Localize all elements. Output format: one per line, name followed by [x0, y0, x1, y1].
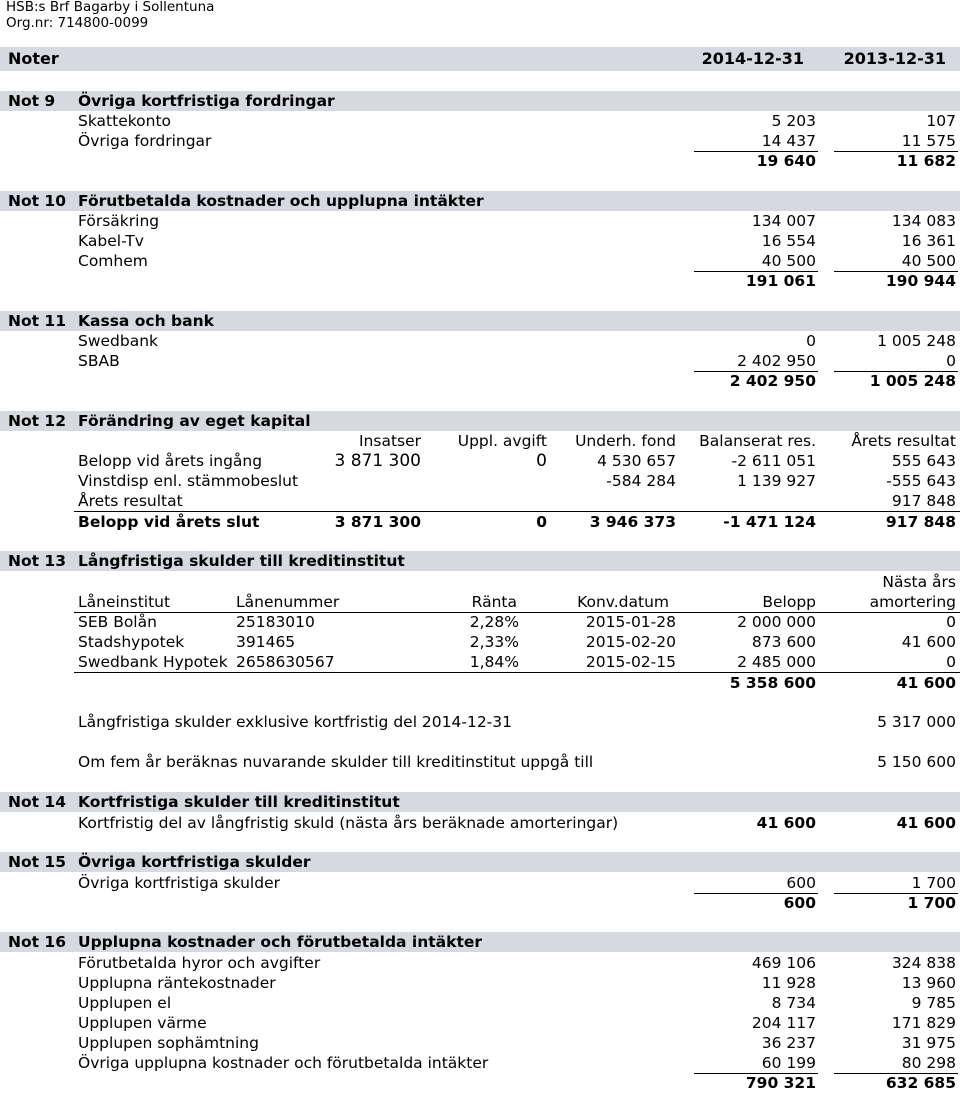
loan-amount: 2 000 000 [737, 613, 816, 631]
note-10-row-v2: 134 083 [891, 212, 956, 230]
note-16-row-name: Upplupen värme [78, 1014, 207, 1032]
equity-col-header: Insatser [358, 432, 421, 450]
equity-total-cell: 3 871 300 [334, 513, 421, 531]
note-15-label: Not 15 [8, 853, 66, 871]
five-year-value: 5 150 600 [877, 753, 956, 771]
note-9-row-v1: 14 437 [761, 132, 816, 150]
note-9-row-name: Övriga fordringar [78, 132, 212, 150]
note-11-total-2: 1 005 248 [869, 372, 956, 390]
note-9-row-v2: 107 [926, 112, 956, 130]
note-10-label: Not 10 [8, 192, 66, 210]
note-10-row-name: Comhem [78, 252, 148, 270]
loan-next: 0 [946, 653, 956, 671]
note-10-title: Förutbetalda kostnader och upplupna intäkter [78, 192, 484, 210]
loan-next: 41 600 [901, 633, 956, 651]
equity-total-cell: 0 [536, 513, 547, 531]
note-16-row-name: Övriga upplupna kostnader och förutbetalda intäkter [78, 1054, 489, 1072]
note-16-row-name: Upplupna räntekostnader [78, 974, 276, 992]
loan-rate: 2,28% [469, 613, 519, 631]
loan-conv: 2015-02-15 [585, 653, 676, 671]
loan-col-lender: Låneinstitut [78, 593, 171, 611]
note-16-row-v2: 171 829 [891, 1014, 956, 1032]
note-16-row-v1: 204 117 [751, 1014, 816, 1032]
note-9-row-name: Skattekonto [78, 112, 172, 130]
note-11-row-v1: 0 [806, 332, 816, 350]
note-16-total-2: 632 685 [885, 1074, 956, 1092]
column-header-2013: 2013-12-31 [843, 49, 946, 68]
equity-cell: 1 139 927 [737, 472, 816, 490]
equity-cell: 3 871 300 [334, 451, 421, 471]
note-15-row-v2: 1 700 [911, 874, 956, 892]
note-11-row-v2: 0 [946, 352, 956, 370]
note-11-row-v1: 2 402 950 [737, 352, 816, 370]
note-14-v2: 41 600 [896, 814, 956, 832]
note-10-row-v2: 40 500 [901, 252, 956, 270]
loan-lender: Stadshypotek [78, 633, 185, 651]
note-10-row-v2: 16 361 [901, 232, 956, 250]
column-header-2014: 2014-12-31 [701, 49, 804, 68]
equity-col-header: Årets resultat [851, 432, 956, 450]
note-16-row-v1: 8 734 [771, 994, 816, 1012]
note-16-row-v1: 11 928 [761, 974, 816, 992]
equity-row-name: Vinstdisp enl. stämmobeslut [78, 472, 299, 490]
note-12-title: Förändring av eget kapital [78, 412, 311, 430]
note-12-label: Not 12 [8, 412, 66, 430]
equity-cell: 917 848 [891, 492, 956, 510]
note-10-row-name: Försäkring [78, 212, 160, 230]
note-10-total-2: 190 944 [885, 272, 956, 290]
loan-next: 0 [946, 613, 956, 631]
note-16-row-v2: 9 785 [911, 994, 956, 1012]
equity-cell: 0 [536, 451, 547, 471]
note-16-title: Upplupna kostnader och förutbetalda intäkter [78, 933, 483, 951]
equity-total-cell: -1 471 124 [723, 513, 816, 531]
note-9-row-v2: 11 575 [901, 132, 956, 150]
note-10-row-v1: 134 007 [751, 212, 816, 230]
note-16-row-v2: 80 298 [901, 1054, 956, 1072]
note-16-row-v1: 60 199 [761, 1054, 816, 1072]
note-16-row-name: Upplupen sophämtning [78, 1034, 259, 1052]
loan-col-next-1: Nästa års [882, 573, 956, 591]
equity-col-header: Underh. fond [575, 432, 676, 450]
note-10-row-name: Kabel-Tv [78, 232, 144, 250]
equity-row-name: Belopp vid årets ingång [78, 452, 263, 470]
note-9-label: Not 9 [8, 92, 56, 110]
note-16-total-1: 790 321 [745, 1074, 816, 1092]
loan-amount: 873 600 [751, 633, 816, 651]
note-14-row-name: Kortfristig del av långfristig skuld (nästa års beräknade amorteringar) [78, 814, 619, 832]
loan-total-amount: 5 358 600 [729, 674, 816, 692]
note-15-row-v1: 600 [786, 874, 816, 892]
loan-col-amount: Belopp [762, 593, 816, 611]
loan-col-next-2: amortering [869, 593, 956, 611]
note-10-row-v1: 40 500 [761, 252, 816, 270]
loan-number: 391465 [236, 633, 296, 651]
equity-cell: -2 611 051 [731, 452, 816, 470]
loan-lender: SEB Bolån [78, 613, 157, 631]
loan-amount: 2 485 000 [737, 653, 816, 671]
note-9-total-1: 19 640 [756, 152, 816, 170]
note-11-label: Not 11 [8, 312, 66, 330]
long-term-excl-label: Långfristiga skulder exklusive kortfristig del 2014-12-31 [78, 713, 512, 731]
note-16-row-v1: 469 106 [751, 954, 816, 972]
note-14-title: Kortfristiga skulder till kreditinstitut [78, 793, 400, 811]
notes-title: Noter [8, 49, 59, 68]
note-11-title: Kassa och bank [78, 312, 214, 330]
note-9-row-v1: 5 203 [771, 112, 816, 130]
equity-cell: 555 643 [891, 452, 956, 470]
note-16-row-v2: 31 975 [901, 1034, 956, 1052]
equity-cell: -555 643 [886, 472, 956, 490]
equity-total-cell: 3 946 373 [589, 513, 676, 531]
notes-header [0, 47, 960, 71]
equity-cell: -584 284 [606, 472, 676, 490]
note-10-total-1: 191 061 [745, 272, 816, 290]
note-16-row-name: Förutbetalda hyror och avgifter [78, 954, 321, 972]
equity-cell: 4 530 657 [597, 452, 676, 470]
note-16-row-v1: 36 237 [761, 1034, 816, 1052]
org-number: Org.nr: 714800-0099 [6, 15, 149, 31]
note-15-total-2: 1 700 [907, 894, 956, 912]
loan-conv: 2015-02-20 [585, 633, 676, 651]
loan-total-next: 41 600 [896, 674, 956, 692]
loan-number: 25183010 [236, 613, 315, 631]
loan-total-line [74, 672, 960, 673]
org-name: HSB:s Brf Bagarby i Sollentuna [6, 0, 215, 15]
loan-rate: 1,84% [469, 653, 519, 671]
note-15-row-name: Övriga kortfristiga skulder [78, 874, 280, 892]
note-9-title: Övriga kortfristiga fordringar [78, 92, 335, 110]
equity-total-name: Belopp vid årets slut [78, 513, 260, 531]
equity-col-header: Uppl. avgift [457, 432, 547, 450]
note-10-row-v1: 16 554 [761, 232, 816, 250]
loan-col-conv: Konv.datum [577, 593, 669, 611]
note-11-row-v2: 1 005 248 [877, 332, 956, 350]
loan-col-number: Lånenummer [236, 593, 340, 611]
note-13-title: Långfristiga skulder till kreditinstitut [78, 552, 405, 570]
loan-rate: 2,33% [469, 633, 519, 651]
loan-number: 2658630567 [236, 653, 335, 671]
loan-col-rate: Ränta [471, 593, 517, 611]
equity-col-header: Balanserat res. [699, 432, 816, 450]
loan-conv: 2015-01-28 [585, 613, 676, 631]
note-11-row-name: SBAB [78, 352, 120, 370]
equity-total-cell: 917 848 [885, 513, 956, 531]
note-14-label: Not 14 [8, 793, 66, 811]
note-15-total-1: 600 [783, 894, 816, 912]
equity-row-name: Årets resultat [78, 492, 183, 510]
note-13-label: Not 13 [8, 552, 66, 570]
note-15-title: Övriga kortfristiga skulder [78, 853, 311, 871]
note-9-total-2: 11 682 [896, 152, 956, 170]
note-16-row-name: Upplupen el [78, 994, 172, 1012]
note-11-row-name: Swedbank [78, 332, 159, 350]
long-term-excl-value: 5 317 000 [877, 713, 956, 731]
note-14-v1: 41 600 [756, 814, 816, 832]
note-16-row-v2: 13 960 [901, 974, 956, 992]
note-16-label: Not 16 [8, 933, 66, 951]
loan-lender: Swedbank Hypotek [78, 653, 228, 671]
note-16-row-v2: 324 838 [891, 954, 956, 972]
note-11-total-1: 2 402 950 [729, 372, 816, 390]
five-year-label: Om fem år beräknas nuvarande skulder till kreditinstitut uppgå till [78, 753, 594, 771]
